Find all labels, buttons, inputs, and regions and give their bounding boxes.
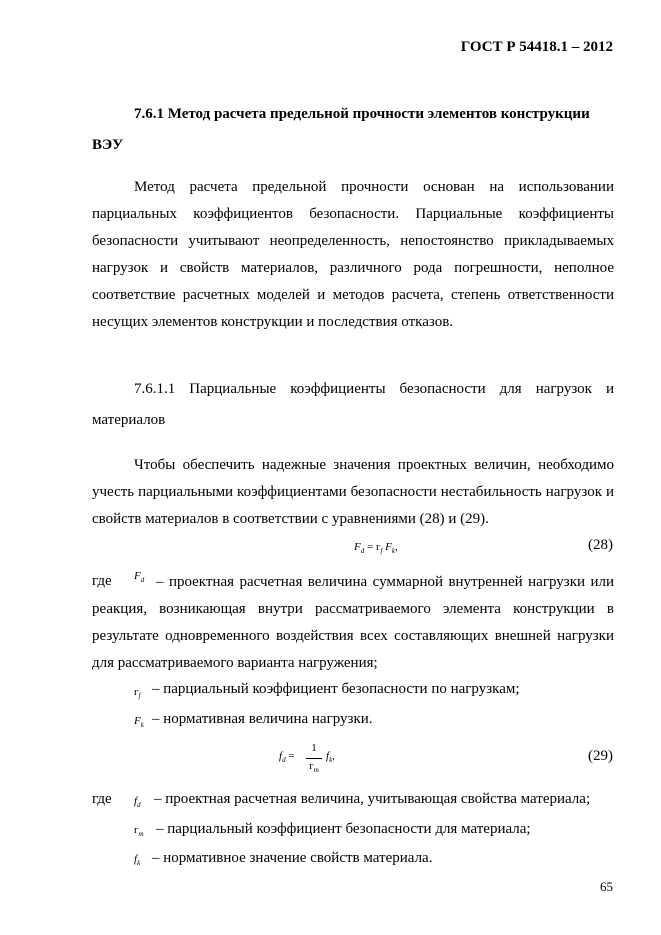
eq28-Fk: F: [385, 541, 392, 553]
Fk-symbol: $F_k$: [134, 715, 144, 729]
fd-symbol: $f_d$: [134, 795, 141, 809]
eq28-d: d: [360, 547, 365, 555]
fd-definition: – проектная расчетная величина, учитывающая свойства материала;: [154, 791, 591, 807]
section-title: 7.6.1 Метод расчета предельной прочности элементов конструкции ВЭУ: [92, 106, 590, 153]
subsection-title: 7.6.1.1 Парциальные коэффициенты безопасности для нагрузок и материалов: [92, 381, 614, 428]
gamma-f-symbol: $г_f$: [134, 686, 141, 700]
fk-symbol: $f_k$: [134, 853, 141, 867]
page-number: 65: [600, 879, 613, 894]
gamma-m-definition: – парциальный коэффициент безопасности для материала;: [156, 821, 531, 837]
Fd-definition: – проектная расчетная величина суммарной внутренней нагрузки или реакция, возникающая внутри рассматриваемого элемента конструкции в результате одновременного воздействия всех составляющих внешней нагрузки для рассматриваемого варианта нагружения;: [92, 574, 614, 671]
equation-29-fraction-bar: [306, 758, 322, 759]
where-label-28: где: [92, 573, 112, 589]
equation-29-right: $f_k$,: [326, 750, 335, 764]
fk-definition: – нормативное значение свойств материала.: [152, 850, 433, 866]
where-label-29: где: [92, 791, 112, 807]
eq28-comma: ,: [395, 541, 398, 553]
Fk-definition: – нормативная величина нагрузки.: [152, 711, 373, 727]
eq28-equals: =: [366, 541, 374, 553]
equation-29-left: $f_d$ =: [279, 750, 295, 764]
equation-29-number: (29): [588, 748, 613, 764]
eq28-k: k: [391, 547, 396, 555]
equation-29-denominator: $г_m$: [309, 760, 319, 774]
eq28-f: f: [380, 547, 383, 555]
gamma-f-definition: – парциальный коэффициент безопасности по нагрузкам;: [152, 681, 520, 697]
equation-28-number: (28): [588, 537, 613, 553]
equation-28: [354, 541, 398, 555]
paragraph-intro: Чтобы обеспечить надежные значения проектных величин, необходимо учесть парциальными коэффициентами безопасности нестабильность нагрузок и свойств материалов в соответствии с уравнениями (28) и (29).: [92, 457, 614, 527]
equation-29-numerator: 1: [311, 742, 317, 754]
gamma-m-symbol: $г_m$: [134, 824, 144, 838]
document-code: ГОСТ Р 54418.1 – 2012: [460, 39, 613, 55]
eq28-F: F: [354, 541, 361, 553]
Fd-symbol: $F_d$: [134, 570, 145, 584]
paragraph-method: Метод расчета предельной прочности основан на использовании парциальных коэффициентов безопасности. Парциальные коэффициенты безопасности учитывают неопределенность, непостоянство прикладываемых нагрузок и свойств материалов, различного рода погрешности, неполное соответствие расчетных моделей и методов расчета, степень ответственности несущих элементов конструкции и последствия отказов.: [92, 179, 614, 330]
eq28-gamma: г: [375, 541, 381, 553]
